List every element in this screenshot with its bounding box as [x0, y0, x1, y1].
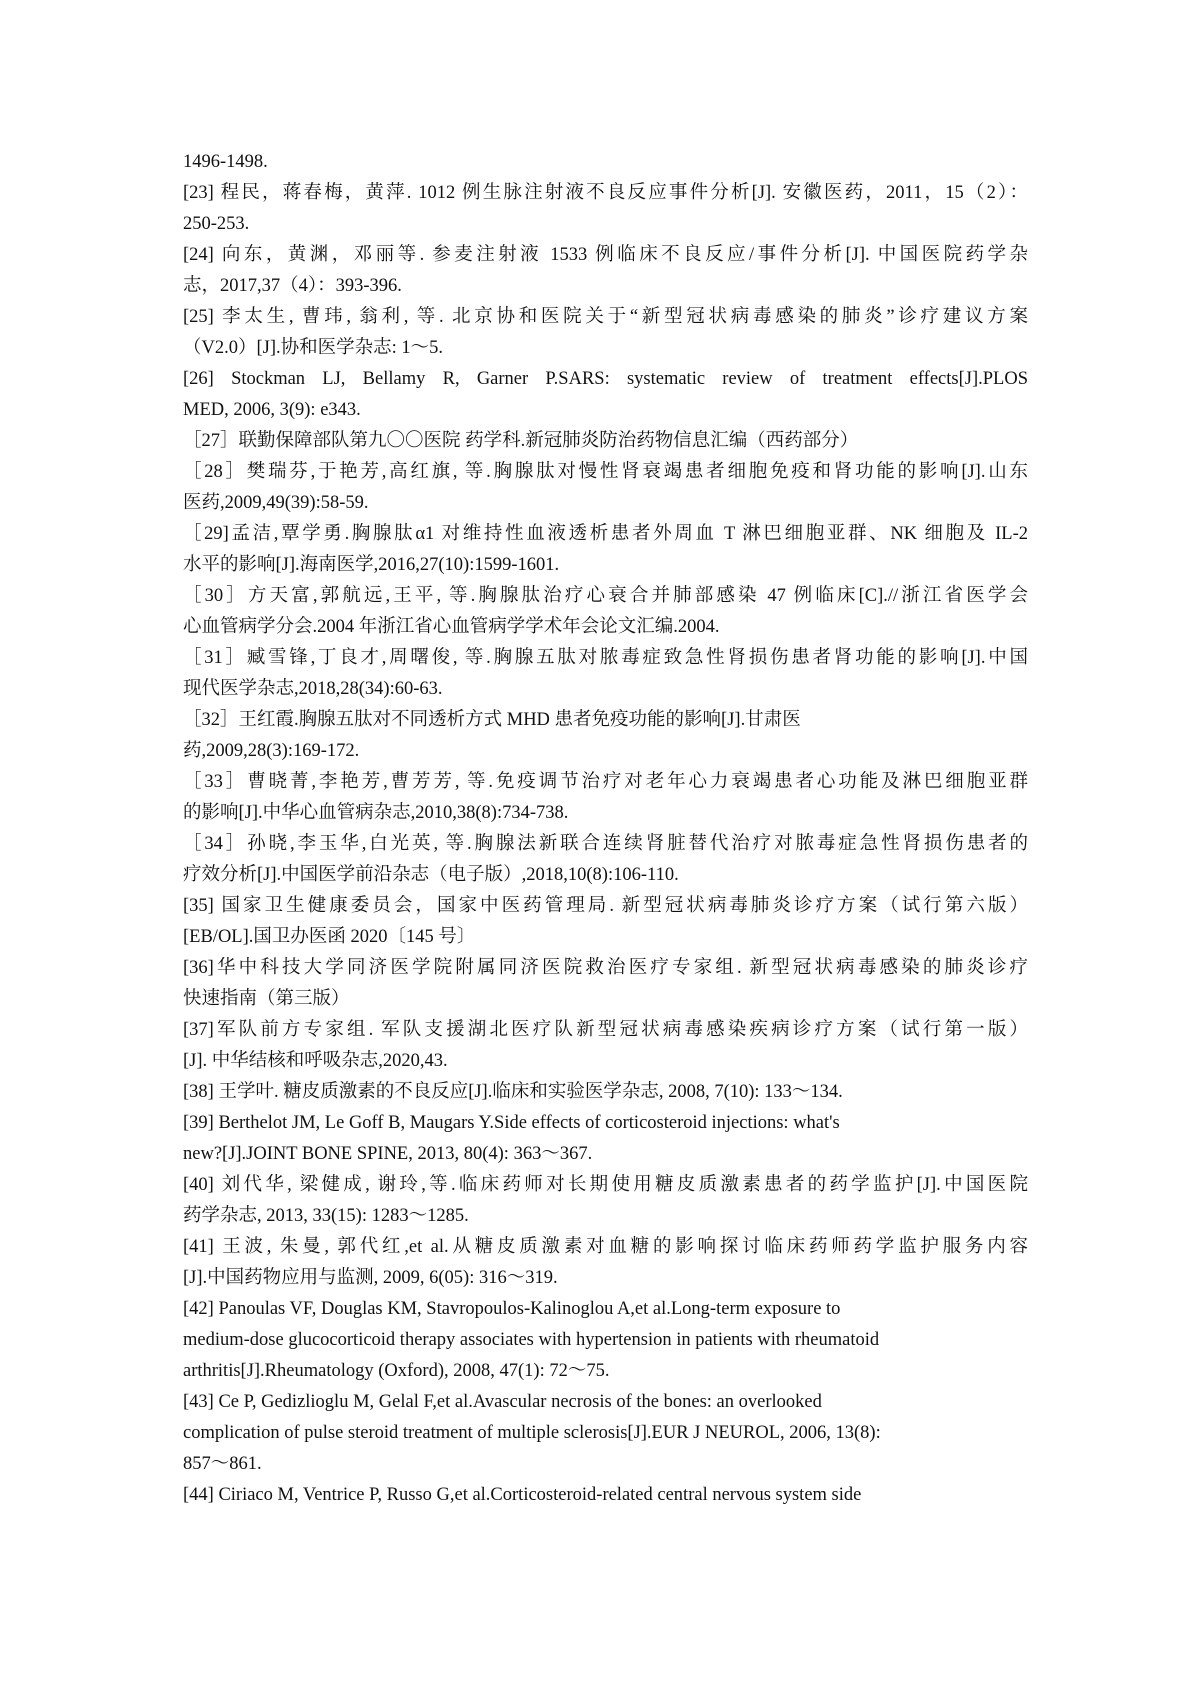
reference-line: ［32］王红霞.胸腺五肽对不同透析方式 MHD 患者免疫功能的影响[J].甘肃医 — [183, 710, 801, 730]
reference-entry — [183, 581, 1028, 643]
reference-line: 250-253. — [183, 214, 250, 234]
reference-entry — [183, 147, 1028, 178]
reference-line: [EB/OL].国卫办医函 2020〔145 号〕 — [183, 927, 476, 947]
reference-entry — [183, 829, 1028, 891]
reference-list — [183, 147, 1028, 1511]
reference-line: 的影响[J].中华心血管病杂志,2010,38(8):734-738. — [183, 803, 569, 823]
reference-entry — [183, 953, 1028, 1015]
reference-line: ［33］曹晓菁,李艳芳,曹芳芳, 等.免疫调节治疗对老年心力衰竭患者心功能及淋巴细胞亚群 — [183, 772, 1028, 792]
reference-entry — [183, 767, 1028, 829]
reference-line: [39] Berthelot JM, Le Goff B, Maugars Y.Side effects of corticosteroid injections: what's — [183, 1113, 840, 1133]
reference-line: （V2.0）[J].协和医学杂志: 1～5. — [183, 338, 444, 358]
reference-line: 快速指南（第三版） — [183, 989, 350, 1009]
reference-line: complication of pulse steroid treatment of multiple sclerosis[J].EUR J NEUROL, 2006, 13(8): — [183, 1423, 881, 1443]
reference-line: 水平的影响[J].海南医学,2016,27(10):1599-1601. — [183, 555, 560, 575]
reference-entry — [183, 364, 1028, 426]
reference-line: 疗效分析[J].中国医学前沿杂志（电子版）,2018,10(8):106-110. — [183, 865, 679, 885]
reference-line: ［30］方天富,郭航远,王平, 等.胸腺肽治疗心衰合并肺部感染 47 例临床[C].//浙江省医学会 — [183, 586, 1028, 606]
reference-line: 心血管病学分会.2004 年浙江省心血管病学学术年会论文汇编.2004. — [183, 617, 720, 637]
reference-line: [24] 向东，黄渊，邓丽等. 参麦注射液 1533 例临床不良反应/事件分析[J]. 中国医院药学杂 — [183, 245, 1028, 265]
reference-entry — [183, 178, 1028, 240]
reference-entry — [183, 302, 1028, 364]
reference-line: [J]. 中华结核和呼吸杂志,2020,43. — [183, 1051, 448, 1071]
reference-line: [37]军队前方专家组. 军队支援湖北医疗队新型冠状病毒感染疾病诊疗方案（试行第一版） — [183, 1020, 1028, 1040]
reference-entry — [183, 457, 1028, 519]
reference-line: [25] 李太生, 曹玮, 翁利, 等. 北京协和医院关于“新型冠状病毒感染的肺炎”诊疗建议方案 — [183, 307, 1028, 327]
reference-line: 现代医学杂志,2018,28(34):60-63. — [183, 679, 443, 699]
reference-entry — [183, 240, 1028, 302]
reference-entry — [183, 1077, 1028, 1108]
reference-line: 医药,2009,49(39):58-59. — [183, 493, 369, 513]
reference-line: arthritis[J].Rheumatology (Oxford), 2008, 47(1): 72～75. — [183, 1361, 610, 1381]
reference-entry — [183, 1294, 1028, 1387]
reference-entry — [183, 519, 1028, 581]
reference-line: MED, 2006, 3(9): e343. — [183, 400, 361, 420]
reference-line: 志，2017,37（4）：393-396. — [183, 276, 402, 296]
reference-entry — [183, 1480, 1028, 1511]
reference-entry — [183, 1387, 1028, 1480]
reference-line: ［34］孙晓,李玉华,白光英, 等.胸腺法新联合连续肾脏替代治疗对脓毒症急性肾损伤患者的 — [183, 834, 1028, 854]
reference-line: [23] 程民，蒋春梅，黄萍. 1012 例生脉注射液不良反应事件分析[J]. 安徽医药，2011，15（2）： — [183, 183, 1028, 203]
reference-entry — [183, 705, 1028, 767]
reference-line: ［28］樊瑞芬,于艳芳,高红旗, 等.胸腺肽对慢性肾衰竭患者细胞免疫和肾功能的影响[J].山东 — [183, 462, 1028, 482]
reference-line: [43] Ce P, Gedizlioglu M, Gelal F,et al.Avascular necrosis of the bones: an overlooked — [183, 1392, 822, 1412]
reference-entry — [183, 1232, 1028, 1294]
reference-line: ［27］联勤保障部队第九〇〇医院 药学科.新冠肺炎防治药物信息汇编（西药部分） — [183, 431, 859, 451]
reference-line: [35] 国家卫生健康委员会，国家中医药管理局. 新型冠状病毒肺炎诊疗方案（试行第六版） — [183, 896, 1028, 916]
reference-line: [26] Stockman LJ, Bellamy R, Garner P.SARS: systematic review of treatment effects[J].PLOS — [183, 369, 1028, 389]
reference-line: [41] 王波, 朱曼, 郭代红,et al.从糖皮质激素对血糖的影响探讨临床药师药学监护服务内容 — [183, 1237, 1028, 1257]
reference-line: [38] 王学叶. 糖皮质激素的不良反应[J].临床和实验医学杂志, 2008, 7(10): 133～134. — [183, 1082, 843, 1102]
reference-entry — [183, 643, 1028, 705]
reference-line: [44] Ciriaco M, Ventrice P, Russo G,et al.Corticosteroid-related central nervous system side — [183, 1485, 862, 1505]
reference-line: 药学杂志, 2013, 33(15): 1283～1285. — [183, 1206, 469, 1226]
reference-line: new?[J].JOINT BONE SPINE, 2013, 80(4): 363～367. — [183, 1144, 593, 1164]
reference-entry — [183, 1108, 1028, 1170]
reference-line: [42] Panoulas VF, Douglas KM, Stavropoulos-Kalinoglou A,et al.Long-term exposure to — [183, 1299, 841, 1319]
reference-line: [40] 刘代华, 梁健成, 谢玲,等.临床药师对长期使用糖皮质激素患者的药学监护[J].中国医院 — [183, 1175, 1028, 1195]
reference-line: medium-dose glucocorticoid therapy associates with hypertension in patients with rheumatoid — [183, 1330, 880, 1350]
reference-entry — [183, 891, 1028, 953]
reference-line: 857～861. — [183, 1454, 262, 1474]
reference-line: ［31］臧雪锋,丁良才,周曙俊, 等.胸腺五肽对脓毒症致急性肾损伤患者肾功能的影响[J].中国 — [183, 648, 1028, 668]
reference-entry — [183, 1015, 1028, 1077]
reference-line: ［29]孟洁,覃学勇.胸腺肽α1 对维持性血液透析患者外周血 T 淋巴细胞亚群、NK 细胞及 IL-2 — [183, 524, 1028, 544]
reference-line: 药,2009,28(3):169-172. — [183, 741, 360, 761]
reference-entry — [183, 426, 1028, 457]
reference-line: [J].中国药物应用与监测, 2009, 6(05): 316～319. — [183, 1268, 558, 1288]
reference-line: 1496-1498. — [183, 152, 268, 172]
reference-entry — [183, 1170, 1028, 1232]
reference-line: [36]华中科技大学同济医学院附属同济医院救治医疗专家组. 新型冠状病毒感染的肺炎诊疗 — [183, 958, 1028, 978]
